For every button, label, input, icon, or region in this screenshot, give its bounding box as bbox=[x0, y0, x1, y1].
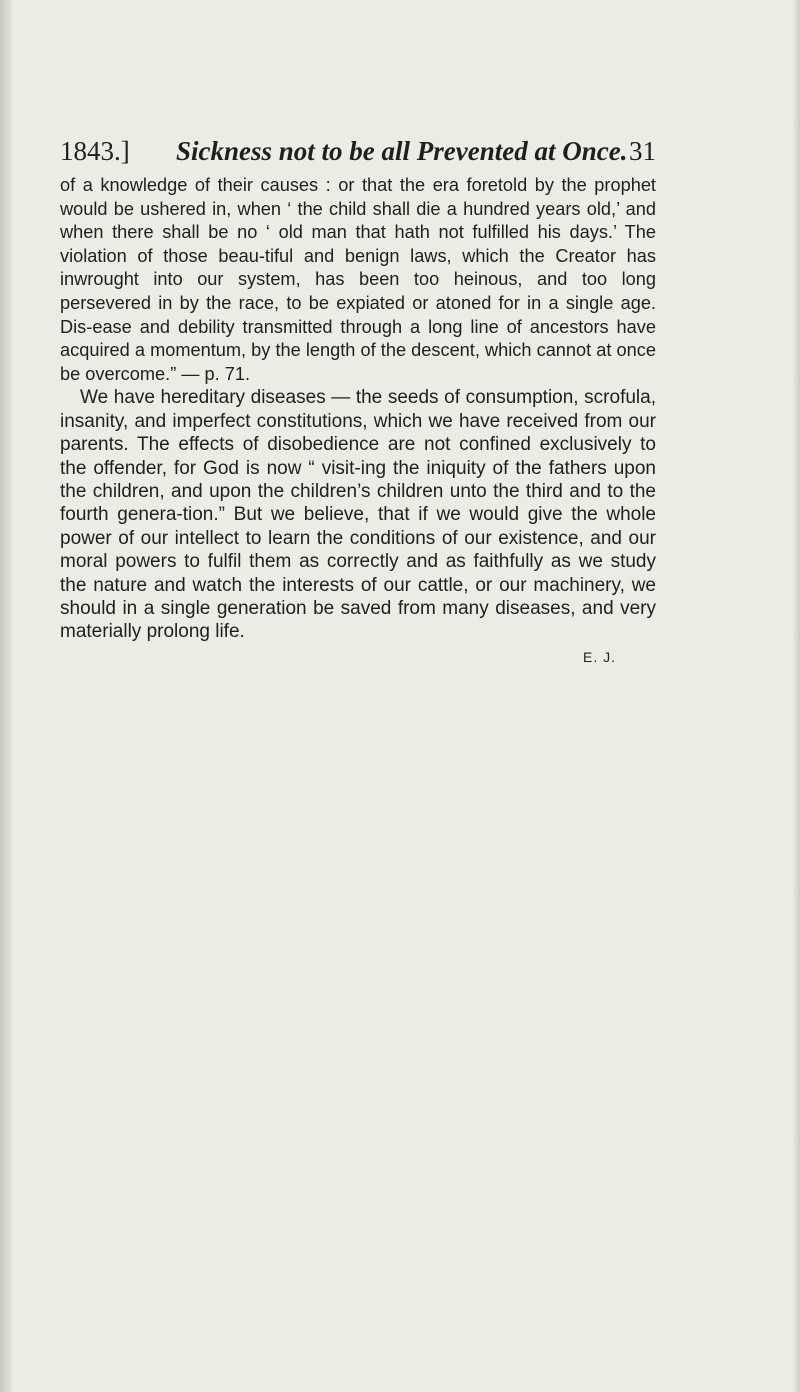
paragraph-continued: of a knowledge of their causes : or that the era foretold by the prophet would be ushered in, when ‘ the child shall die a hundred years old,’ and when there shall be no ‘ old man that hath not fulfilled his days.’ The violation of those beau-tiful and benign laws, which the Creator has inwrought into our system, has been too heinous, and too long persevered in by the race, to be expiated or atoned for in a single age. Dis-ease and debility transmitted through a long line of ancestors have acquired a momentum, by the length of the descent, which cannot at once be overcome.” — p. 71. bbox=[60, 175, 656, 384]
running-head-title: Sickness not to be all Prevented at Once. bbox=[176, 136, 628, 166]
body-text bbox=[60, 174, 656, 669]
paragraph: We have hereditary diseases — the seeds of consumption, scrofula, insanity, and imperfect constitutions, which we have received from our parents. The effects of disobedience are not confined exclusively to the offender, for God is now “ visit-ing the iniquity of the fathers upon the children, and upon the children’s children unto the third and to the fourth genera-tion.” But we believe, that if we would give the whole power of our intellect to learn the conditions of our existence, and our moral powers to fulfil them as correctly and as faithfully as we study the nature and watch the interests of our cattle, or our machinery, we should in a single generation be saved from many diseases, and very materially prolong life. bbox=[60, 387, 656, 643]
page-edge-right bbox=[792, 0, 800, 1392]
author-signature: E. J. bbox=[582, 648, 616, 665]
running-head bbox=[60, 128, 656, 172]
running-head-year: 1843.] bbox=[60, 136, 130, 166]
book-page bbox=[60, 128, 656, 669]
binding-edge-left bbox=[0, 0, 12, 1392]
page-number: 31 bbox=[629, 136, 656, 166]
